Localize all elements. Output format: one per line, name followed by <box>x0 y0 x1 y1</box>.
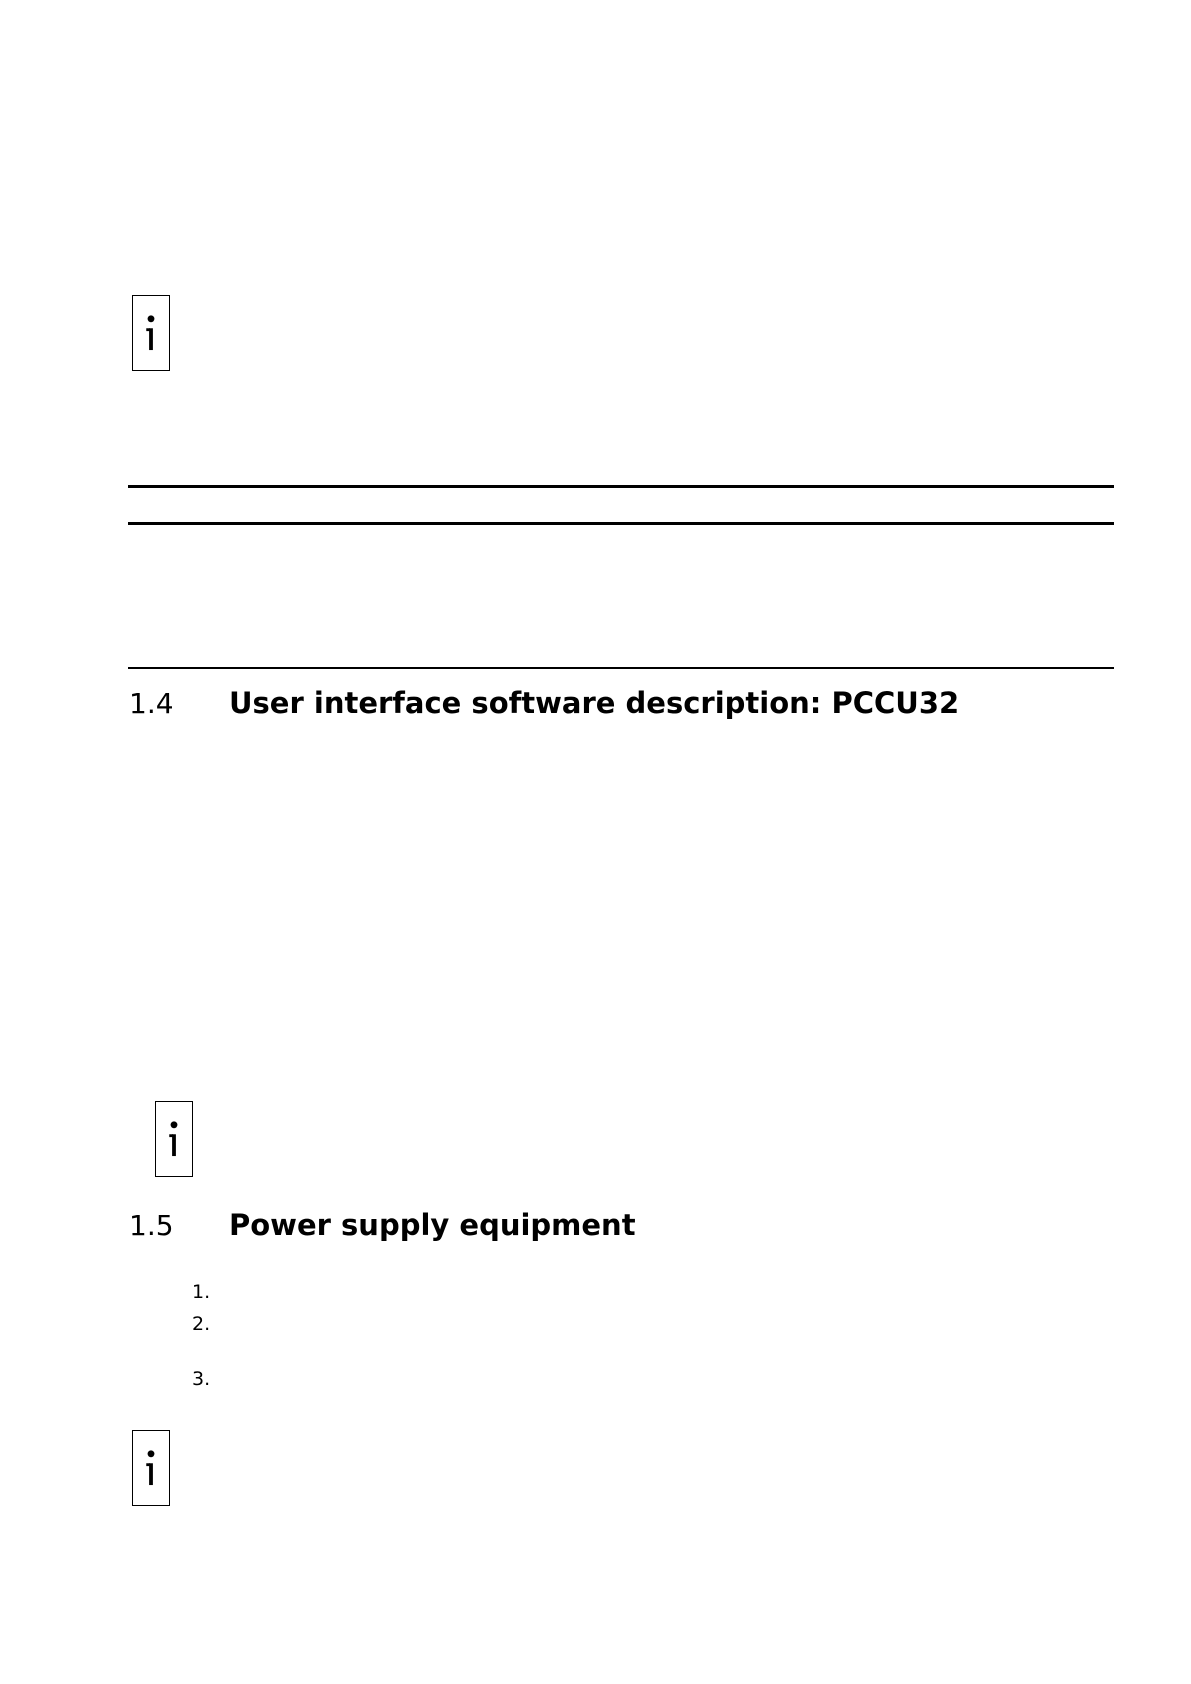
section-heading-1-5 <box>129 1208 636 1248</box>
divider-middle <box>128 522 1114 525</box>
info-icon <box>132 1430 170 1506</box>
section-number: 1.4 <box>129 687 174 720</box>
info-glyph <box>133 296 169 370</box>
section-number: 1.5 <box>129 1209 174 1242</box>
divider-top <box>128 485 1114 488</box>
section-divider <box>128 667 1114 669</box>
section-title: Power supply equipment <box>229 1208 636 1242</box>
list-item-number: 3. <box>192 1368 211 1390</box>
list-item-number: 1. <box>192 1281 211 1303</box>
info-icon <box>132 295 170 371</box>
section-heading-1-4 <box>129 686 959 726</box>
info-icon <box>155 1101 193 1177</box>
section-title: User interface software description: PCCU32 <box>229 686 960 720</box>
info-glyph <box>133 1431 169 1505</box>
info-glyph <box>156 1102 192 1176</box>
list-item-number: 2. <box>192 1313 211 1335</box>
